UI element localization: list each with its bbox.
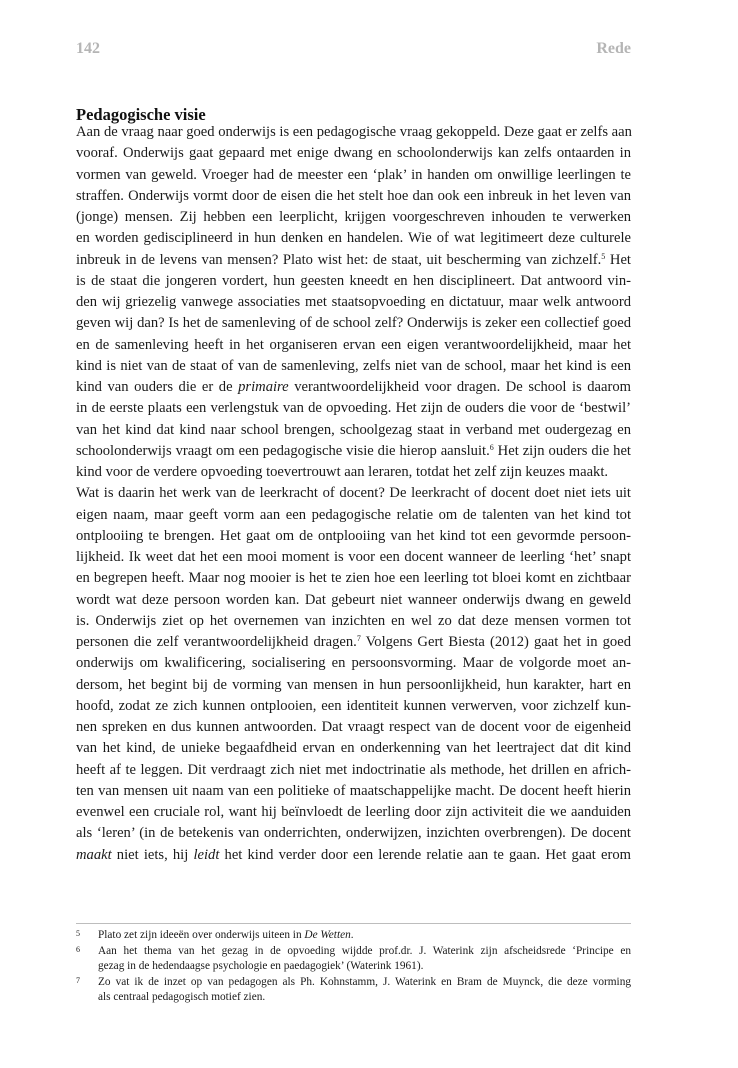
text-line: eigen naam, maar geeft vorm aan een pedagogische relatie om de talenten van het kind tot bbox=[76, 506, 631, 523]
text-line: geven wij dan? Is het de samenleving of de school zelf? Onderwijs is zeker een collectief goed bbox=[76, 315, 631, 332]
text-line: evenwel een cruciale rol, want hij beïnvloedt de leerling door zijn activiteit die we aanduiden bbox=[76, 804, 631, 820]
text-line: nen spreken en dus kunnen antwoorden. Dat vraagt respect van de docent voor de eigenheid bbox=[76, 719, 631, 735]
text-line: ontplooiing te brengen. Het gaat om de ontplooiing van het kind tot een gevormde persoon- bbox=[76, 527, 631, 544]
text-line: onderwijs om kwalificering, socialisering en persoonsvorming. Maar de volgorde moet an- bbox=[76, 655, 631, 672]
footnote-ref-7[interactable]: 7 bbox=[356, 634, 361, 643]
text-line: kind is niet van de staat of van de samenleving, zelfs niet van de school, maar het kind is een bbox=[76, 357, 631, 374]
page-number: 142 bbox=[76, 40, 100, 57]
text-line: maakt niet iets, hij leidt het kind verder door een lerende relatie aan te gaan. Het gaat erom bbox=[76, 846, 631, 863]
text-line: inbreuk in de levens van mensen? Plato wist het: de staat, uit bescherming van zichzelf.$^5$ Het bbox=[76, 251, 631, 268]
footnote-ref-6[interactable]: 6 bbox=[489, 442, 494, 452]
body-paragraphs bbox=[76, 122, 631, 866]
text-line: en de samenleving heeft in het organiseren ervan een eigen verantwoordelijkheid, maar het bbox=[76, 336, 631, 353]
text-line: van het kind dat kind naar school brengen, schoolgezag staat in verband met oudergezag en bbox=[76, 421, 631, 438]
footnote-text: Plato zet zijn ideeën over onderwijs uiteen in De Wetten. bbox=[98, 929, 354, 941]
text-line: en begrepen heeft. Maar nog mooier is het te zien hoe een leerling tot bloei komt en zichtbaar bbox=[76, 570, 631, 587]
footnote-number: 7 bbox=[76, 975, 80, 985]
running-header bbox=[76, 40, 631, 62]
footnote-citation-title: De Wetten bbox=[304, 929, 351, 941]
text-line: (jonge) mensen. Zij hebben een leerplicht, krijgen voorgeschreven inhouden te verwerken bbox=[76, 209, 631, 225]
text-line: lijkheid. Ik weet dat het een mooi moment is voor een docent wanneer de leerling ‘het’ snapt bbox=[76, 549, 631, 565]
footnote-number: 5 bbox=[76, 929, 80, 938]
text-line: personen die zelf verantwoordelijkheid dragen.$^7$ Volgens Gert Biesta (2012) gaat het in goed bbox=[76, 634, 631, 650]
text-line: en worden gedisciplineerd in hun denken en handelen. Wie of wat legitimeert deze culturele bbox=[76, 230, 631, 247]
running-section-title: Rede bbox=[596, 40, 631, 57]
footnote-text-line: gezag in de hedendaagse psychologie en paedagogiek’ (Waterink 1961). bbox=[98, 960, 424, 973]
section-heading: Pedagogische visie bbox=[76, 105, 206, 124]
footnote-divider bbox=[76, 923, 631, 924]
text-line: vooraf. Onderwijs gaat gepaard met enige dwang en schoolonderwijs kan zelfs ontaarden in bbox=[76, 145, 631, 162]
emphasis: maakt bbox=[76, 846, 112, 863]
footnote-7 bbox=[76, 975, 631, 1006]
footnote-text-line: als centraal pedagogisch motief zien. bbox=[98, 991, 266, 1004]
text-line: als ‘leren’ (in de betekenis van onderrichten, onderwijzen, inzichten overbrengen). De docent bbox=[76, 825, 631, 842]
emphasis: leidt bbox=[193, 846, 220, 863]
footnote-ref-5[interactable]: 5 bbox=[601, 251, 606, 261]
text-line: van het kind, de unieke begaafdheid ervan en onderkenning van het leertraject dat dit kind bbox=[76, 740, 631, 757]
text-line: vormen van geweld. Vroeger had de meester een ‘plak’ in handen om onwillige leerlingen te bbox=[76, 166, 631, 183]
text-line: schoolonderwijs vraagt om een pedagogische visie die hierop aansluit.$^6$ Het zijn ouders die het bbox=[76, 442, 631, 459]
text-line: kind van ouders die er de primaire verantwoordelijkheid voor dragen. De school is daarom bbox=[76, 379, 631, 395]
footnote-number: 6 bbox=[76, 944, 80, 954]
text-line: hoofd, zodat ze zich kunnen ontplooien, een identiteit kunnen verwerven, voor zichzelf kun- bbox=[76, 697, 631, 714]
text-line: kind voor de verdere opvoeding toevertrouwt aan leraren, totdat het zelf zijn keuzes maakt. bbox=[76, 464, 609, 480]
footnotes bbox=[76, 928, 631, 1006]
emphasis: primaire bbox=[238, 379, 289, 395]
text-line: heeft af te leggen. Dit verdraagt zich niet met indoctrinatie als methode, het drillen en africh- bbox=[76, 761, 631, 778]
footnote-5 bbox=[76, 928, 631, 944]
text-line: den wij griezelig vanwege associaties met staatsopvoeding en dictatuur, maar welk antwoord bbox=[76, 294, 631, 310]
text-line: Aan de vraag naar goed onderwijs is een pedagogische vraag gekoppeld. Deze gaat er zelfs aan bbox=[76, 124, 632, 140]
text-line: is. Onderwijs ziet op het overnemen van inzichten en wel zo dat deze mensen vormen tot bbox=[76, 612, 631, 629]
footnote-text-line: Zo vat ik de inzet op van pedagogen als Ph. Kohnstamm, J. Waterink en Bram de Muynck, die deze vorming bbox=[98, 975, 631, 988]
text-line: is de staat die jongeren vordert, hun geesten kneedt en hen disciplineert. Dat antwoord vin- bbox=[76, 272, 631, 289]
text-line: wordt wat deze persoon worden kan. Dat gebeurt niet wanneer onderwijs dwang en geweld bbox=[76, 591, 631, 608]
text-line: dersom, het begint bij de vorming van mensen in hun persoonlijkheid, hun karakter, hart en bbox=[76, 676, 631, 693]
text-line: ten van mensen uit naam van een politieke of maatschappelijke macht. De docent heeft hierin bbox=[76, 782, 631, 799]
text-line: in de eerste plaats een verlengstuk van de opvoeding. Het zijn de ouders die voor de ‘bestwil’ bbox=[76, 400, 631, 417]
text-line: Wat is daarin het werk van de leerkracht of docent? De leerkracht of docent doet niet iets uit bbox=[76, 485, 631, 502]
footnote-6 bbox=[76, 944, 631, 975]
footnote-text-line: Aan het thema van het gezag in de opvoeding wijdde prof.dr. J. Waterink zijn afscheidsrede ‘Principe en bbox=[98, 944, 631, 957]
text-line: straffen. Onderwijs vormt door de eisen die het stelt hoe dan ook een inbreuk in het leven van bbox=[76, 187, 631, 204]
